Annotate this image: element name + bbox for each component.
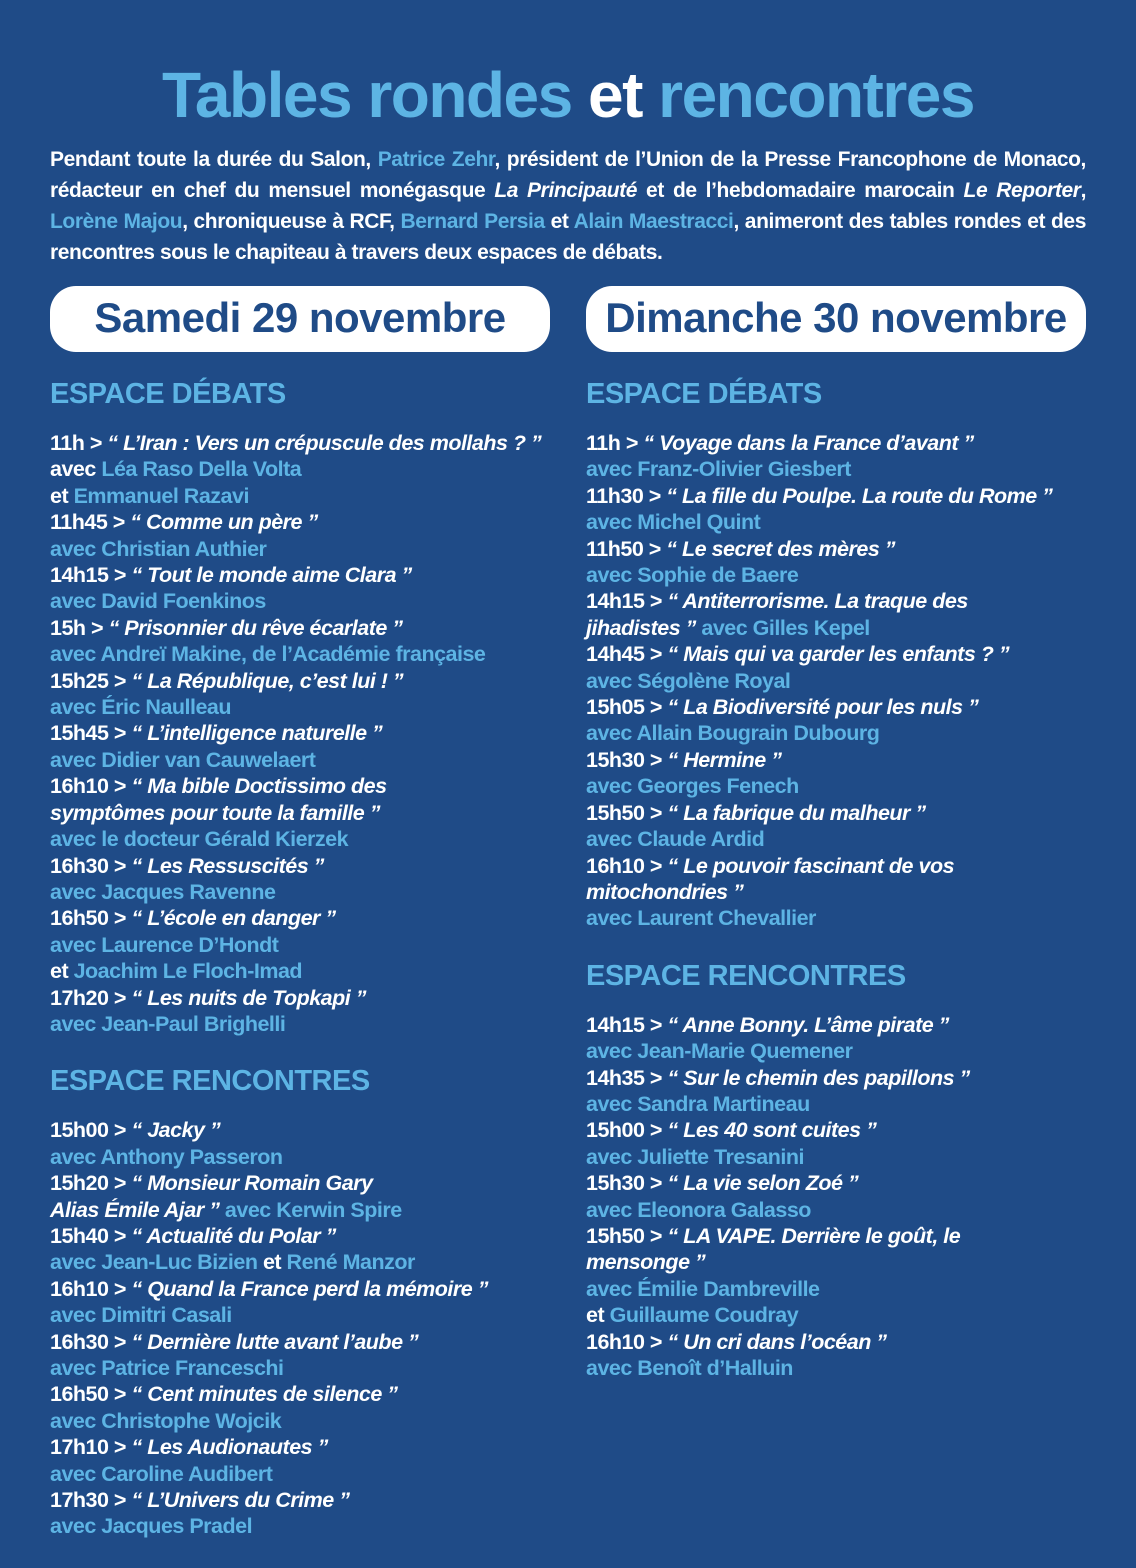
section-heading: ESPACE RENCONTRES [50, 1065, 370, 1098]
talk-title: “ Prisonnier du rêve écarlate ” [108, 615, 403, 640]
talk-title: symptômes pour toute la famille ” [50, 800, 380, 825]
schedule-line [586, 1038, 1096, 1064]
text: 15h00 > [586, 1118, 668, 1143]
person-name: Patrice Zehr [377, 148, 495, 171]
talk-title: “ La République, c’est lui ! ” [131, 668, 404, 693]
text: 15h50 > [586, 800, 668, 825]
schedule-line [586, 615, 1096, 641]
schedule-line [586, 1249, 1096, 1275]
spacer [50, 1037, 560, 1061]
schedule-line [50, 694, 560, 720]
talk-title: “ Les Ressuscités ” [131, 853, 324, 878]
text: et [262, 1250, 287, 1275]
text: , président de l’Union de la Presse Francophone de Monaco, rédacteur en chef du mensuel monégasque [50, 148, 1086, 202]
schedule-line [50, 1434, 560, 1460]
talk-title: “ Anne Bonny. L’âme pirate ” [667, 1012, 949, 1037]
schedule-line [50, 430, 560, 456]
schedule-line [586, 879, 1096, 905]
text: 11h > [586, 431, 644, 455]
person-name: avec Jean-Marie Quemener [586, 1039, 853, 1064]
text: , [1080, 179, 1087, 202]
talk-title: “ Les Audionautes ” [131, 1435, 328, 1460]
text: 11h > [50, 431, 108, 455]
schedule-line [50, 958, 560, 984]
spacer [586, 932, 1096, 956]
text: et de l’hebdomadaire marocain [637, 179, 964, 202]
person-name: Guillaume Coudray [609, 1303, 799, 1328]
text: 16h10 > [50, 774, 132, 799]
schedule-line [50, 641, 560, 667]
schedule-line [50, 932, 560, 958]
schedule-line [50, 985, 560, 1011]
day-header-saturday: Samedi 29 novembre [50, 286, 550, 352]
text: 16h10 > [586, 1329, 668, 1354]
talk-title: “ Dernière lutte avant l’aube ” [131, 1329, 419, 1354]
text: 16h50 > [50, 906, 132, 931]
person-name: Lorène Majou [50, 210, 183, 233]
schedule-line [50, 879, 560, 905]
talk-title: “ L’Univers du Crime ” [131, 1488, 350, 1513]
talk-title: “ Un cri dans l’océan ” [667, 1329, 887, 1354]
person-name: avec Anthony Passeron [50, 1144, 283, 1169]
schedule-line [586, 1355, 1096, 1381]
talk-title: “ Mais qui va garder les enfants ? ” [667, 642, 1010, 667]
person-name: avec Éric Naulleau [50, 695, 232, 720]
text: 16h10 > [586, 853, 668, 878]
talk-title: “ Le secret des mères ” [666, 536, 895, 561]
person-name: Léa Raso Della Volta [101, 457, 302, 482]
schedule-line [50, 456, 560, 482]
talk-title: mensonge ” [586, 1250, 706, 1275]
text: Pendant toute la durée du Salon, [50, 148, 378, 171]
person-name: avec Georges Fenech [586, 774, 799, 799]
schedule-line [50, 1276, 560, 1302]
person-name: avec Franz-Olivier Giesbert [586, 457, 851, 482]
schedule-line [50, 1144, 560, 1170]
talk-title: La Principauté [494, 179, 638, 202]
schedule-line [50, 668, 560, 694]
schedule-line [586, 588, 1096, 614]
schedule-line [586, 430, 1096, 456]
schedule-line [586, 694, 1096, 720]
text: et [586, 1303, 610, 1328]
person-name: Joachim Le Floch-Imad [73, 959, 303, 984]
schedule-line [586, 1197, 1096, 1223]
schedule-line [50, 800, 560, 826]
schedule-line [50, 1408, 560, 1434]
schedule-line [50, 509, 560, 535]
text: 15h45 > [50, 721, 132, 746]
text: 15h40 > [50, 1223, 132, 1248]
section-heading: ESPACE DÉBATS [586, 378, 822, 410]
person-name: avec Jean-Luc Bizien [50, 1250, 263, 1275]
schedule-line [586, 1065, 1096, 1091]
text: 11h30 > [586, 483, 667, 508]
text: et [50, 959, 74, 984]
schedule-line [586, 456, 1096, 482]
section-heading: ESPACE DÉBATS [50, 378, 286, 410]
text: 16h10 > [50, 1276, 132, 1301]
text: 15h25 > [50, 668, 132, 693]
person-name: avec Benoît d’Halluin [586, 1356, 793, 1380]
talk-title: “ La fille du Poulpe. La route du Rome ” [666, 483, 1053, 508]
text: 17h20 > [50, 985, 132, 1010]
person-name: avec Andreï Makine, de l’Académie française [50, 642, 486, 667]
schedule-line [586, 668, 1096, 694]
person-name: avec Christian Authier [50, 536, 267, 561]
schedule-line [50, 1117, 560, 1143]
text: 14h35 > [586, 1065, 668, 1090]
person-name: avec Juliette Tresanini [586, 1144, 804, 1169]
person-name: avec Jean-Paul Brighelli [50, 1011, 286, 1036]
talk-title: “ L’intelligence naturelle ” [131, 721, 383, 746]
text: 16h50 > [50, 1382, 132, 1407]
schedule-line [50, 773, 560, 799]
schedule-line [50, 720, 560, 746]
text: 14h45 > [586, 642, 668, 667]
person-name: avec David Foenkinos [50, 589, 266, 614]
schedule-line [50, 905, 560, 931]
talk-title: Alias Émile Ajar ” [50, 1197, 225, 1222]
schedule-line [50, 1329, 560, 1355]
person-name: avec Claude Ardid [586, 827, 765, 852]
section-heading: ESPACE RENCONTRES [586, 959, 906, 992]
schedule-line [586, 1091, 1096, 1117]
schedule-line [50, 826, 560, 852]
talk-title: “ Sur le chemin des papillons ” [667, 1065, 970, 1090]
schedule-line [50, 1170, 560, 1196]
text: 11h50 > [586, 536, 667, 561]
text: 16h30 > [50, 853, 132, 878]
schedule-line [50, 615, 560, 641]
page-title [0, 58, 1136, 132]
talk-title: “ Actualité du Polar ” [131, 1223, 336, 1248]
talk-title: “ Tout le monde aime Clara ” [131, 563, 412, 588]
schedule-line [586, 1117, 1096, 1143]
text: 15h50 > [586, 1223, 668, 1248]
schedule-line [586, 720, 1096, 746]
person-name: avec Sandra Martineau [586, 1091, 810, 1116]
schedule-line [50, 1513, 560, 1539]
talk-title: jihadistes ” [586, 615, 702, 640]
text: , animeront des tables rondes et des rencontres sous le chapiteau à travers deux espaces de débats. [50, 210, 1086, 264]
person-name: Alain Maestracci [573, 210, 734, 233]
talk-title: “ La fabrique du malheur ” [667, 800, 926, 825]
person-name: avec Didier van Cauwelaert [50, 747, 316, 772]
person-name: avec Eleonora Galasso [586, 1197, 811, 1222]
person-name: avec Ségolène Royal [586, 668, 791, 693]
schedule-line [586, 773, 1096, 799]
text: avec [50, 457, 102, 482]
person-name: René Manzor [286, 1250, 415, 1275]
text: 11h45 > [50, 510, 131, 535]
schedule-line [586, 483, 1096, 509]
title-part: et [587, 59, 642, 131]
talk-title: “ Voyage dans la France d’avant ” [643, 431, 974, 455]
schedule-line [50, 853, 560, 879]
text: 15h20 > [50, 1171, 132, 1196]
person-name: avec Jacques Pradel [50, 1514, 253, 1539]
schedule-line [50, 562, 560, 588]
talk-title: “ Antiterrorisme. La traque des [667, 589, 968, 614]
schedule-line [50, 747, 560, 773]
schedule-line [586, 641, 1096, 667]
text: 15h00 > [50, 1118, 132, 1143]
schedule-line [50, 1249, 560, 1275]
talk-title: “ Comme un père ” [130, 510, 318, 535]
talk-title: “ L’Iran : Vers un crépuscule des mollahs ? ” [107, 431, 542, 455]
person-name: avec Kerwin Spire [224, 1197, 402, 1222]
talk-title: “ La Biodiversité pour les nuls ” [667, 695, 979, 720]
schedule-line [586, 1144, 1096, 1170]
sunday-column [586, 374, 1096, 1381]
text: 14h15 > [586, 589, 668, 614]
schedule-line [50, 1302, 560, 1328]
talk-title: “ LA VAPE. Derrière le goût, le [667, 1223, 961, 1248]
talk-title: Le Reporter [963, 179, 1081, 202]
schedule-line [50, 1461, 560, 1487]
talk-title: “ Monsieur Romain Gary [131, 1171, 373, 1196]
person-name: avec Émilie Dambreville [586, 1276, 820, 1301]
person-name: avec le docteur Gérald Kierzek [50, 827, 349, 852]
talk-title: “ L’école en danger ” [131, 906, 336, 931]
schedule-line [50, 536, 560, 562]
schedule-line [586, 536, 1096, 562]
schedule-line [50, 1197, 560, 1223]
schedule-line [50, 483, 560, 509]
person-name: avec Laurent Chevallier [586, 906, 816, 931]
text: 15h > [50, 615, 109, 640]
person-name: Emmanuel Razavi [73, 483, 249, 508]
schedule-line [586, 826, 1096, 852]
schedule-line [586, 509, 1096, 535]
person-name: Bernard Persia [400, 210, 545, 233]
day-header-sunday: Dimanche 30 novembre [586, 286, 1086, 352]
schedule-line [50, 1381, 560, 1407]
schedule-line [586, 747, 1096, 773]
talk-title: “ Les 40 sont cuites ” [667, 1118, 877, 1143]
talk-title: “ Cent minutes de silence ” [131, 1382, 398, 1407]
person-name: avec Laurence D’Hondt [50, 932, 279, 957]
talk-title: “ Ma bible Doctissimo des [131, 774, 387, 799]
talk-title: “ Les nuits de Topkapi ” [131, 985, 366, 1010]
schedule-line [586, 1329, 1096, 1355]
text: , chroniqueuse à RCF, [182, 210, 401, 233]
text: et [50, 483, 74, 508]
talk-title: “ Jacky ” [131, 1118, 221, 1143]
schedule-line [586, 1170, 1096, 1196]
talk-title: mitochondries ” [586, 879, 744, 904]
title-part: rencontres [658, 59, 974, 131]
person-name: avec Dimitri Casali [50, 1303, 232, 1328]
talk-title: “ Hermine ” [667, 747, 782, 772]
text: 17h10 > [50, 1435, 132, 1460]
text: 14h15 > [50, 563, 132, 588]
person-name: avec Allain Bougrain Dubourg [586, 721, 880, 746]
schedule-line [50, 1355, 560, 1381]
title-part: Tables rondes [162, 59, 572, 131]
text: 17h30 > [50, 1488, 132, 1513]
schedule-line [586, 1012, 1096, 1038]
schedule-line [50, 588, 560, 614]
schedule-line [586, 1223, 1096, 1249]
text: 16h30 > [50, 1329, 132, 1354]
text: 15h05 > [586, 695, 668, 720]
text: 15h30 > [586, 747, 668, 772]
person-name: avec Christophe Wojcik [50, 1408, 282, 1433]
talk-title: “ La vie selon Zoé ” [667, 1171, 859, 1196]
schedule-line [586, 905, 1096, 931]
talk-title: “ Le pouvoir fascinant de vos [667, 853, 955, 878]
schedule-line [586, 562, 1096, 588]
schedule-line [50, 1487, 560, 1513]
person-name: avec Caroline Audibert [50, 1461, 273, 1486]
saturday-column [50, 374, 560, 1540]
text: 15h30 > [586, 1171, 668, 1196]
schedule-line [586, 1302, 1096, 1328]
person-name: avec Patrice Franceschi [50, 1356, 284, 1380]
intro-paragraph [50, 144, 1086, 268]
talk-title: “ Quand la France perd la mémoire ” [131, 1276, 488, 1301]
text: et [544, 210, 574, 233]
schedule-line [586, 800, 1096, 826]
person-name: avec Jacques Ravenne [50, 879, 276, 904]
text: 14h15 > [586, 1012, 668, 1037]
person-name: avec Michel Quint [586, 510, 761, 535]
schedule-line [586, 853, 1096, 879]
person-name: avec Sophie de Baere [586, 563, 799, 588]
schedule-line [50, 1011, 560, 1037]
person-name: avec Gilles Kepel [701, 615, 870, 640]
schedule-line [586, 1276, 1096, 1302]
schedule-line [50, 1223, 560, 1249]
